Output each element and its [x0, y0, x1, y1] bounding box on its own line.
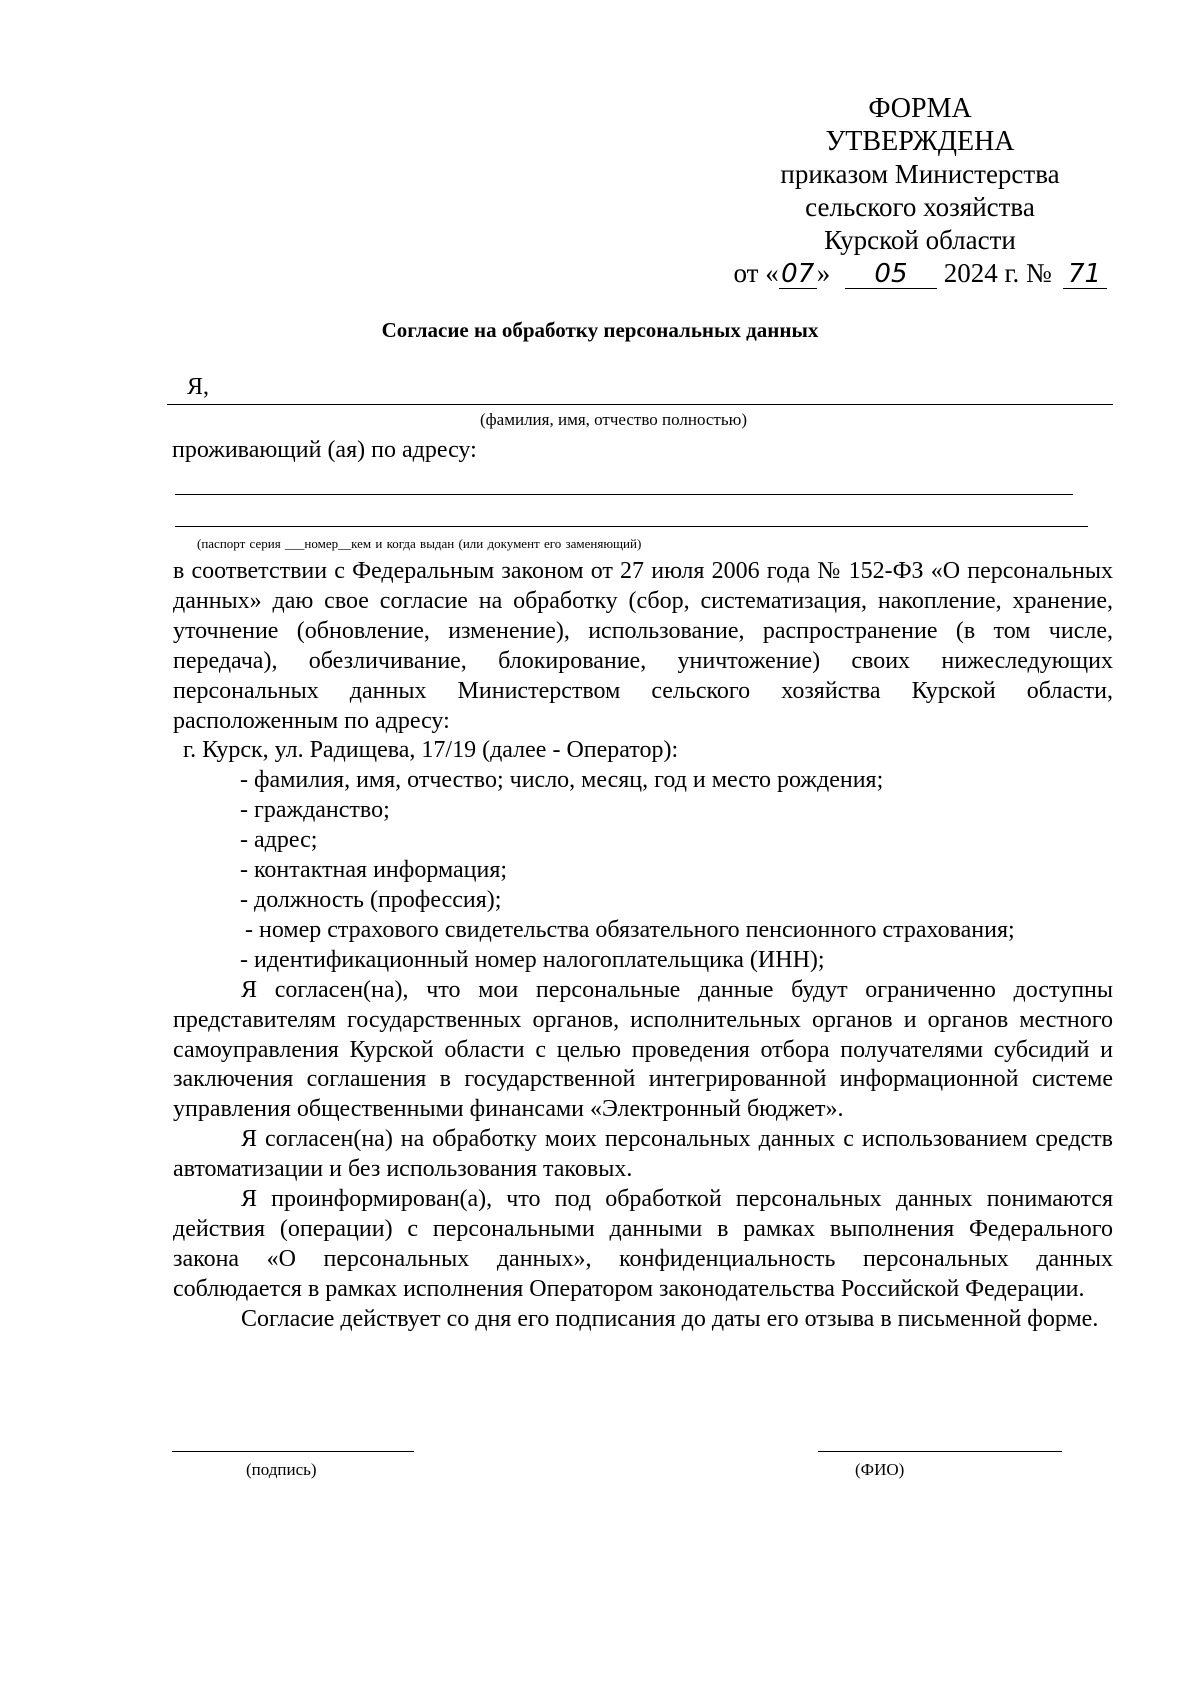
approval-form-heading: ФОРМА [868, 93, 972, 124]
date-year-number: 2024 г. № [943, 258, 1052, 288]
fio-caption: (фамилия, имя, отчество полностью) [480, 410, 747, 429]
handwritten-order-number: 71 [1063, 260, 1107, 289]
access-paragraph: Я согласен(на), что мои персональные данные будут ограниченно доступны представителям государственных органов, исполнительных органов и органов местного самоуправления Курской области с целью проведения отбора получателями субсидий и заключения соглашения в государственной интегрированной информационной системе управления общественными финансами «Электронный бюджет». [173, 976, 1113, 1123]
intro-paragraph: в соответствии с Федеральным законом от 27 июля 2006 года № 152-ФЗ «О персональных данных» даю свое согласие на обработку (сбор, систематизация, накопление, хранение, уточнение (обновление, изменение), использование, распространение (в том числе, передача), обезличивание, блокирование, уничтожение) своих нижеследующих персональных данных Министерством сельского хозяйства Курской области, расположенным по адресу: [173, 558, 1113, 734]
date-mid: » [816, 258, 831, 288]
approval-approved-heading: УТВЕРЖДЕНА [825, 126, 1015, 157]
automation-paragraph: Я согласен(на) на обработку моих персональных данных с использованием средств автоматизации и без использования таковых. [173, 1126, 1113, 1183]
informed-paragraph: Я проинформирован(а), что под обработкой персональных данных понимаются действия (операции) с персональными данными в рамках выполнения Федерального закона «О персональных данных», конфиденциальность персональных данных соблюдается в рамках исполнения Оператором законодательства Российской Федерации. [173, 1186, 1113, 1302]
approval-order-line: приказом Министерства [780, 159, 1060, 189]
approval-date-line [700, 257, 1140, 290]
list-item: - адрес; [240, 827, 318, 854]
list-item: - контактная информация; [240, 857, 508, 884]
address-label: проживающий (ая) по адресу: [172, 437, 477, 463]
approval-block [700, 92, 1140, 290]
fio-field[interactable] [167, 372, 1113, 405]
address-field-line-2[interactable] [175, 526, 1088, 527]
passport-caption: (паспорт серия ___номер__кем и когда выдан (или документ его заменяющий) [197, 536, 642, 551]
approval-region-line: Курской области [824, 225, 1016, 255]
operator-address-line: г. Курск, ул. Радищева, 17/19 (далее - Оператор): [183, 737, 679, 764]
document-title: Согласие на обработку персональных данных [381, 318, 819, 342]
document-body [173, 557, 1113, 1335]
validity-paragraph: Согласие действует со дня его подписания до даты его отзыва в письменной форме. [241, 1305, 1099, 1332]
signature-line[interactable] [172, 1451, 414, 1452]
handwritten-day: 07 [779, 260, 817, 289]
signature-caption: (подпись) [246, 1460, 317, 1479]
fio-signature-line[interactable] [818, 1451, 1062, 1452]
list-item: - идентификационный номер налогоплательщика (ИНН); [240, 946, 825, 973]
fio-signature-caption: (ФИО) [855, 1460, 905, 1479]
approval-ministry-line: сельского хозяйства [805, 192, 1035, 222]
list-item: - номер страхового свидетельства обязательного пенсионного страхования; [245, 916, 1015, 943]
list-item: - гражданство; [240, 797, 390, 824]
handwritten-month: 05 [845, 260, 937, 289]
date-prefix: от « [733, 258, 779, 288]
list-item: - должность (профессия); [240, 886, 502, 913]
fio-prefix: Я, [187, 374, 210, 400]
list-item: - фамилия, имя, отчество; число, месяц, год и место рождения; [240, 767, 884, 794]
address-field-line-1[interactable] [175, 494, 1073, 495]
personal-data-list [173, 766, 1113, 975]
